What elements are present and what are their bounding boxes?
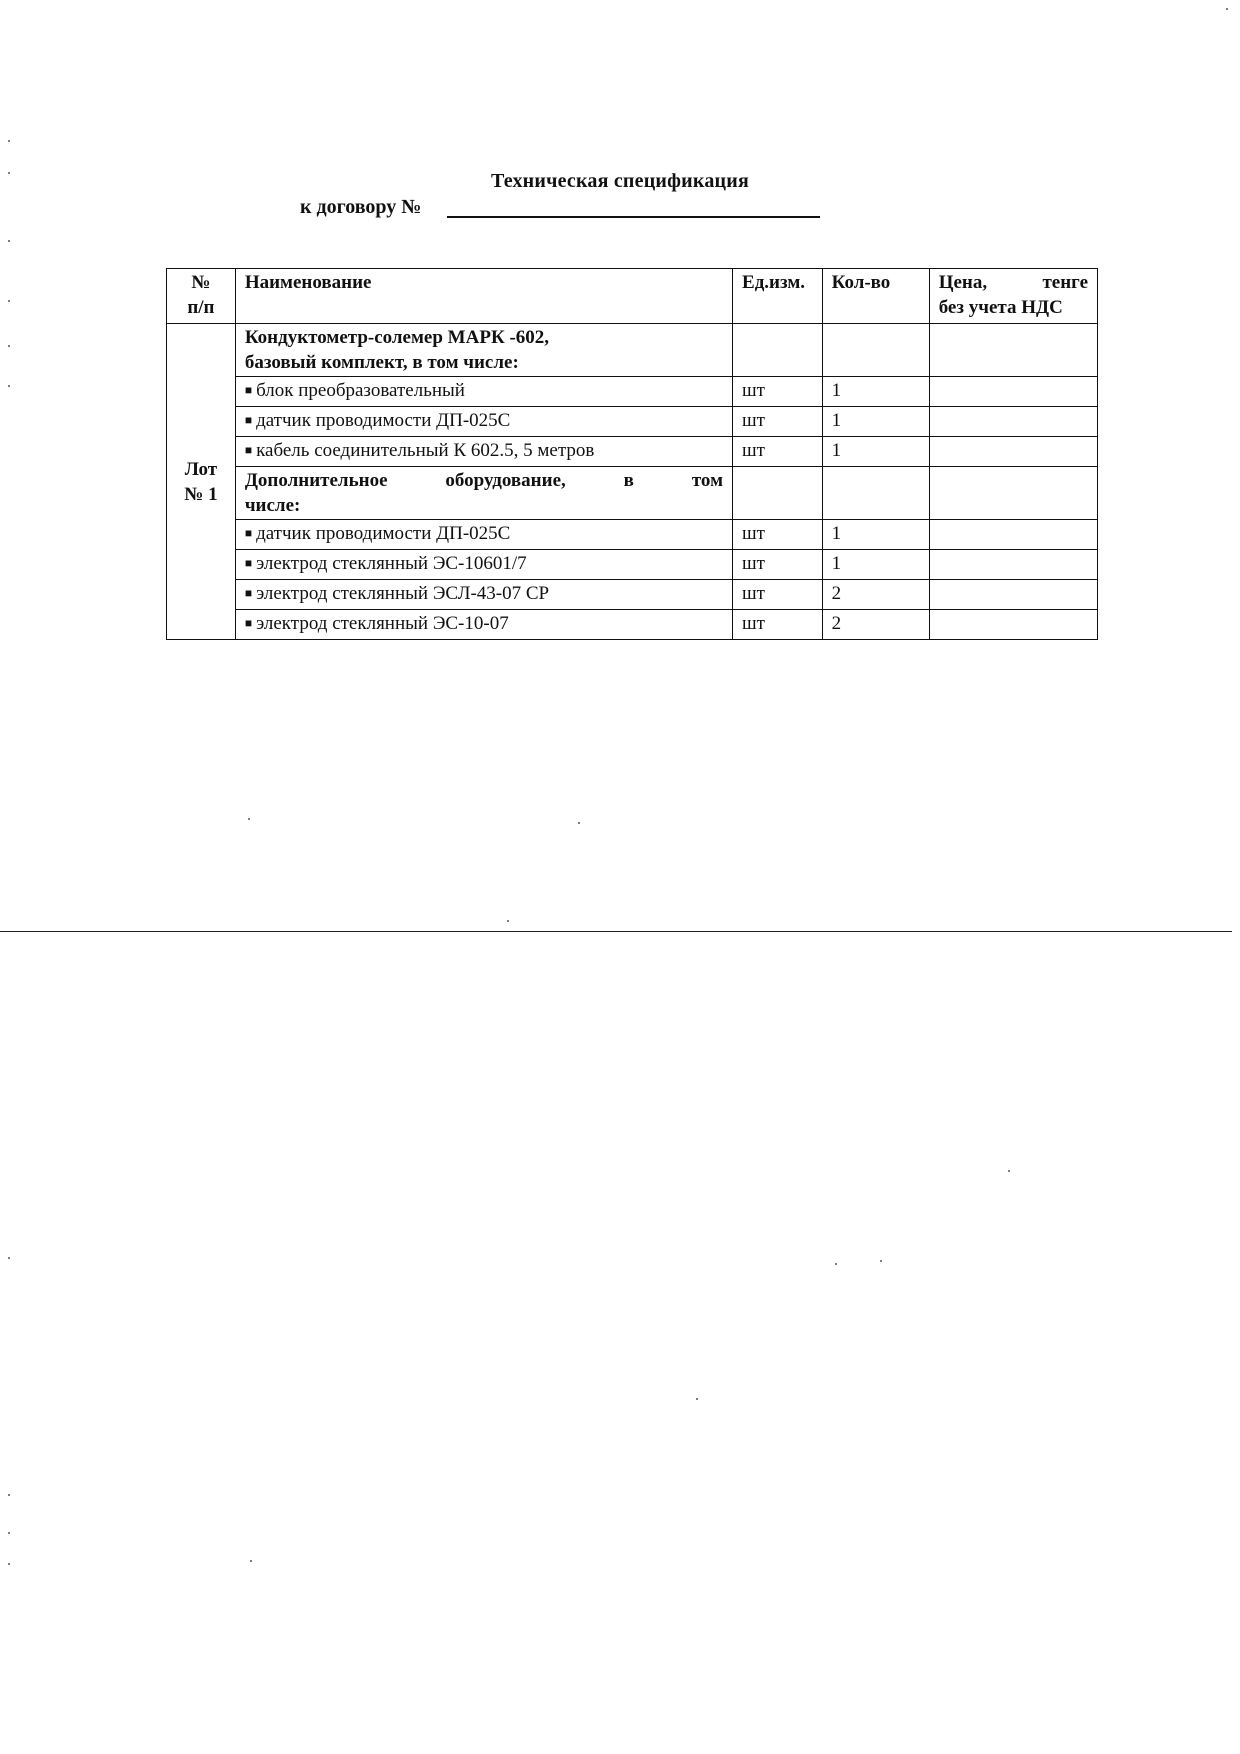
item-name-text: блок преобразовательный [256,380,465,401]
item-name [235,407,732,437]
scan-speck [8,1532,10,1534]
header-number-line1: № [191,272,211,293]
price-cell [929,324,1097,377]
scan-speck [8,1494,10,1496]
item-unit: шт [733,407,823,437]
item-price [929,520,1097,550]
table-row [167,377,1098,407]
table-row [167,610,1098,640]
header-row [167,269,1098,324]
scan-speck [507,920,509,922]
item-name [235,550,732,580]
item-qty: 2 [822,610,929,640]
group-name-line1: Кондуктометр-солемер МАРК -602, [244,327,550,348]
header-number [167,269,236,324]
lot-cell [167,324,236,640]
group-row-base-kit [167,324,1098,377]
horizontal-scan-line [0,931,1232,932]
scan-speck [880,1260,882,1262]
item-unit: шт [733,377,823,407]
bullet-icon: ■ [244,556,253,570]
item-qty: 1 [822,407,929,437]
item-price [929,550,1097,580]
contract-number-blank [447,216,820,218]
item-price [929,407,1097,437]
scan-speck [8,172,10,174]
group-name-base-kit [235,324,732,377]
item-unit: шт [733,520,823,550]
item-qty: 1 [822,437,929,467]
item-price [929,610,1097,640]
item-unit: шт [733,610,823,640]
item-price [929,377,1097,407]
price-cell [929,467,1097,520]
item-qty: 1 [822,377,929,407]
group-name-line1: Дополнительное оборудование, в том [244,470,724,491]
item-name-text: электрод стеклянный ЭС-10601/7 [256,553,527,574]
scan-speck [8,240,10,242]
table-row [167,580,1098,610]
item-qty: 1 [822,550,929,580]
lot-number: № 1 [184,483,218,505]
specification-table [166,268,1098,640]
item-name-text: электрод стеклянный ЭС-10-07 [256,613,509,634]
header-name: Наименование [235,269,732,324]
item-name-text: датчик проводимости ДП-025С [256,523,511,544]
group-name-line2: числе: [244,495,301,516]
item-qty: 1 [822,520,929,550]
item-name [235,610,732,640]
table-row [167,550,1098,580]
scan-speck [8,300,10,302]
item-name [235,437,732,467]
header-price-line1: Цена, тенге [938,272,1088,293]
bullet-icon: ■ [244,616,253,630]
group-name-line2: базовый комплект, в том числе: [244,352,519,373]
table-row [167,407,1098,437]
header-number-line2: п/п [187,297,215,318]
table-row [167,520,1098,550]
item-name-text: электрод стеклянный ЭСЛ-43-07 СР [256,583,550,604]
item-unit: шт [733,437,823,467]
bullet-icon: ■ [244,443,253,457]
item-name-text: кабель соединительный К 602.5, 5 метров [256,440,595,461]
item-name [235,377,732,407]
item-price [929,580,1097,610]
scan-speck [696,1398,698,1400]
qty-cell [822,467,929,520]
scan-speck [1008,1170,1010,1172]
scan-speck [8,1563,10,1565]
table-row [167,437,1098,467]
item-unit: шт [733,580,823,610]
scan-speck [8,385,10,387]
unit-cell [733,467,823,520]
header-qty: Кол-во [822,269,929,324]
header-price-line2: без учета НДС [938,297,1063,318]
item-qty: 2 [822,580,929,610]
item-price [929,437,1097,467]
scan-speck [248,818,250,820]
item-name [235,580,732,610]
scan-speck [250,1560,252,1562]
qty-cell [822,324,929,377]
scan-speck [835,1263,837,1265]
scan-speck [1226,8,1228,10]
contract-reference: к договору № [300,196,422,218]
bullet-icon: ■ [244,586,253,600]
bullet-icon: ■ [244,383,253,397]
item-name-text: датчик проводимости ДП-025С [256,410,511,431]
bullet-icon: ■ [244,526,253,540]
item-unit: шт [733,550,823,580]
group-name-additional [235,467,732,520]
scan-speck [8,1257,10,1259]
group-row-additional [167,467,1098,520]
header-unit: Ед.изм. [733,269,823,324]
document-title: Техническая спецификация [491,170,749,192]
scan-speck [578,822,580,824]
item-name [235,520,732,550]
bullet-icon: ■ [244,413,253,427]
scan-speck [8,140,10,142]
unit-cell [733,324,823,377]
lot-label: Лот [184,458,218,480]
scan-speck [8,345,10,347]
header-price [929,269,1097,324]
